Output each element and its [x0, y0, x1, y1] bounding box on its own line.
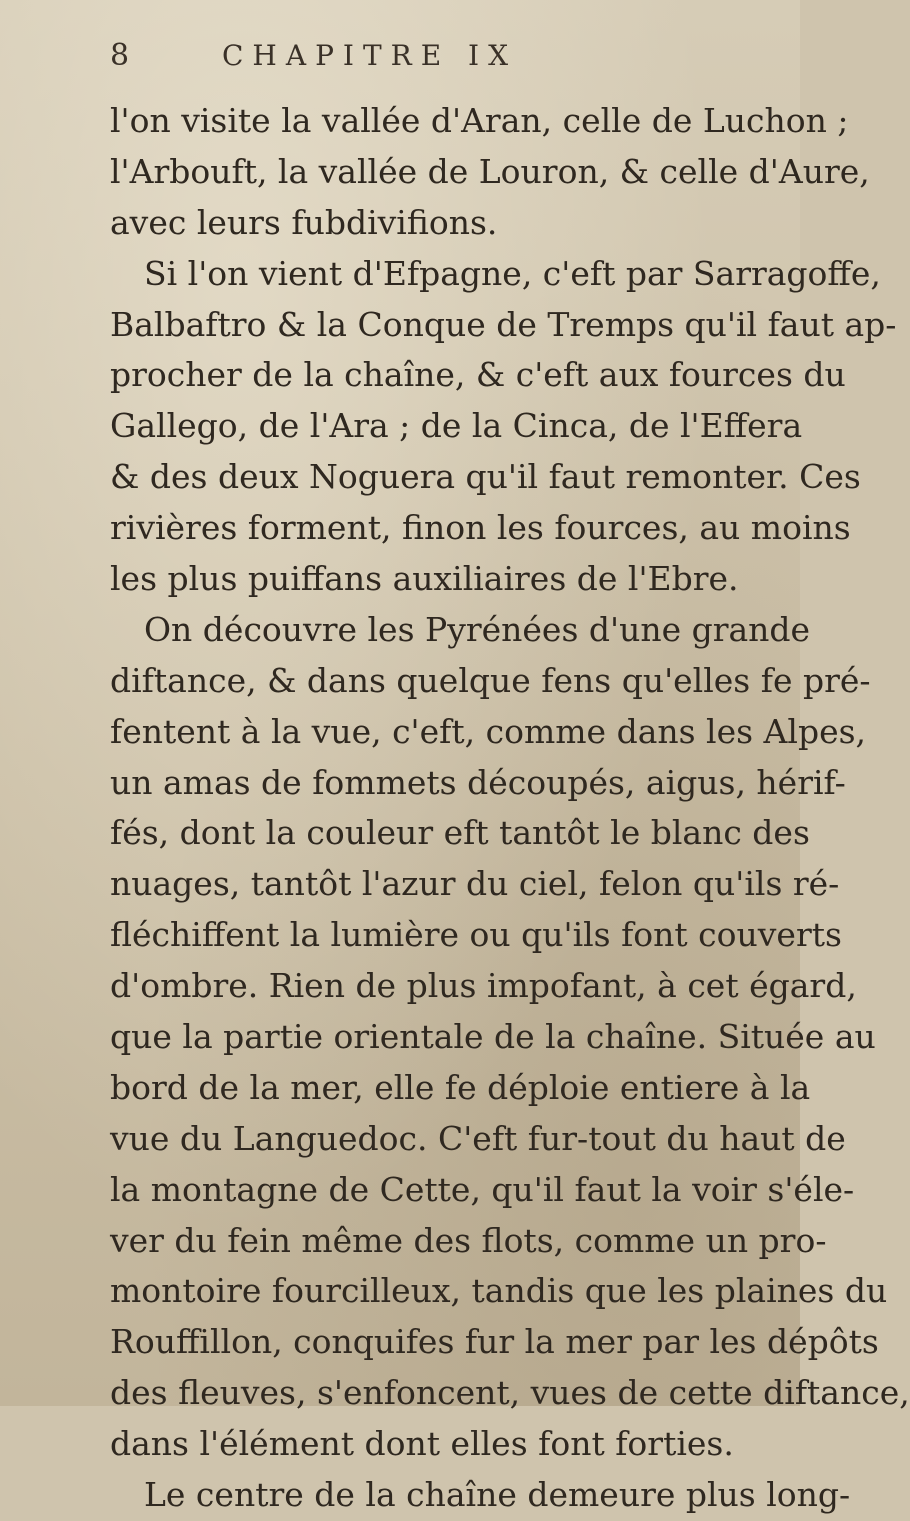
- text-line: dans l'élément dont elles font forties.: [110, 1424, 734, 1464]
- text-line: fentent à la vue, c'eft, comme dans les Alpes,: [110, 711, 867, 751]
- text-line: vue du Languedoc. C'eft fur-tout du haut de: [110, 1118, 846, 1158]
- text-line: d'ombre. Rien de plus impofant, à cet égard,: [110, 966, 857, 1006]
- text-line: ver du fein même des flots, comme un pro-: [110, 1220, 827, 1260]
- text-line: des fleuves, s'enfoncent, vues de cette diftance,: [110, 1373, 910, 1413]
- text-line: fés, dont la couleur eft tantôt le blanc des: [110, 813, 810, 853]
- text-line: Gallego, de l'Ara ; de la Cinca, de l'Effera: [110, 406, 803, 446]
- text-line: la montagne de Cette, qu'il faut la voir s'éle-: [110, 1169, 855, 1209]
- text-line: procher de la chaîne, & c'eft aux fources du: [110, 355, 846, 395]
- text-line: diftance, & dans quelque fens qu'elles fe pré-: [110, 660, 871, 700]
- text-line: On découvre les Pyrénées d'une grande: [144, 609, 811, 649]
- text-line: Le centre de la chaîne demeure plus long-: [144, 1475, 851, 1515]
- page-number: 8: [110, 38, 130, 73]
- text-line: Si l'on vient d'Efpagne, c'eft par Sarragoffe,: [144, 253, 881, 293]
- text-line: un amas de fommets découpés, aigus, hérif-: [110, 762, 846, 802]
- text-line: nuages, tantôt l'azur du ciel, felon qu'ils ré-: [110, 864, 840, 904]
- running-head: CHAPITRE IX: [222, 39, 518, 72]
- text-line: l'on visite la vallée d'Aran, celle de Luchon ;: [110, 101, 849, 140]
- text-line: l'Arbouft, la vallée de Louron, & celle d'Aure,: [110, 151, 870, 191]
- text-line: fléchiffent la lumière ou qu'ils font couverts: [110, 915, 842, 955]
- text-line: & des deux Noguera qu'il faut remonter. Ces: [110, 457, 861, 497]
- body-text: [110, 96, 910, 1521]
- text-line: les plus puiffans auxiliaires de l'Ebre.: [110, 559, 739, 599]
- text-line: Balbaftro & la Conque de Tremps qu'il faut ap-: [110, 304, 897, 344]
- text-line: bord de la mer, elle fe déploie entiere à la: [110, 1067, 811, 1107]
- text-line: Rouffillon, conquifes fur la mer par les dépôts: [110, 1322, 879, 1362]
- text-line: avec leurs fubdivifions.: [110, 202, 498, 242]
- text-line: rivières forment, finon les fources, au moins: [110, 508, 851, 548]
- text-line: montoire fourcilleux, tandis que les plaines du: [110, 1271, 888, 1311]
- text-line: que la partie orientale de la chaîne. Située au: [110, 1017, 876, 1057]
- page-header: [110, 36, 730, 76]
